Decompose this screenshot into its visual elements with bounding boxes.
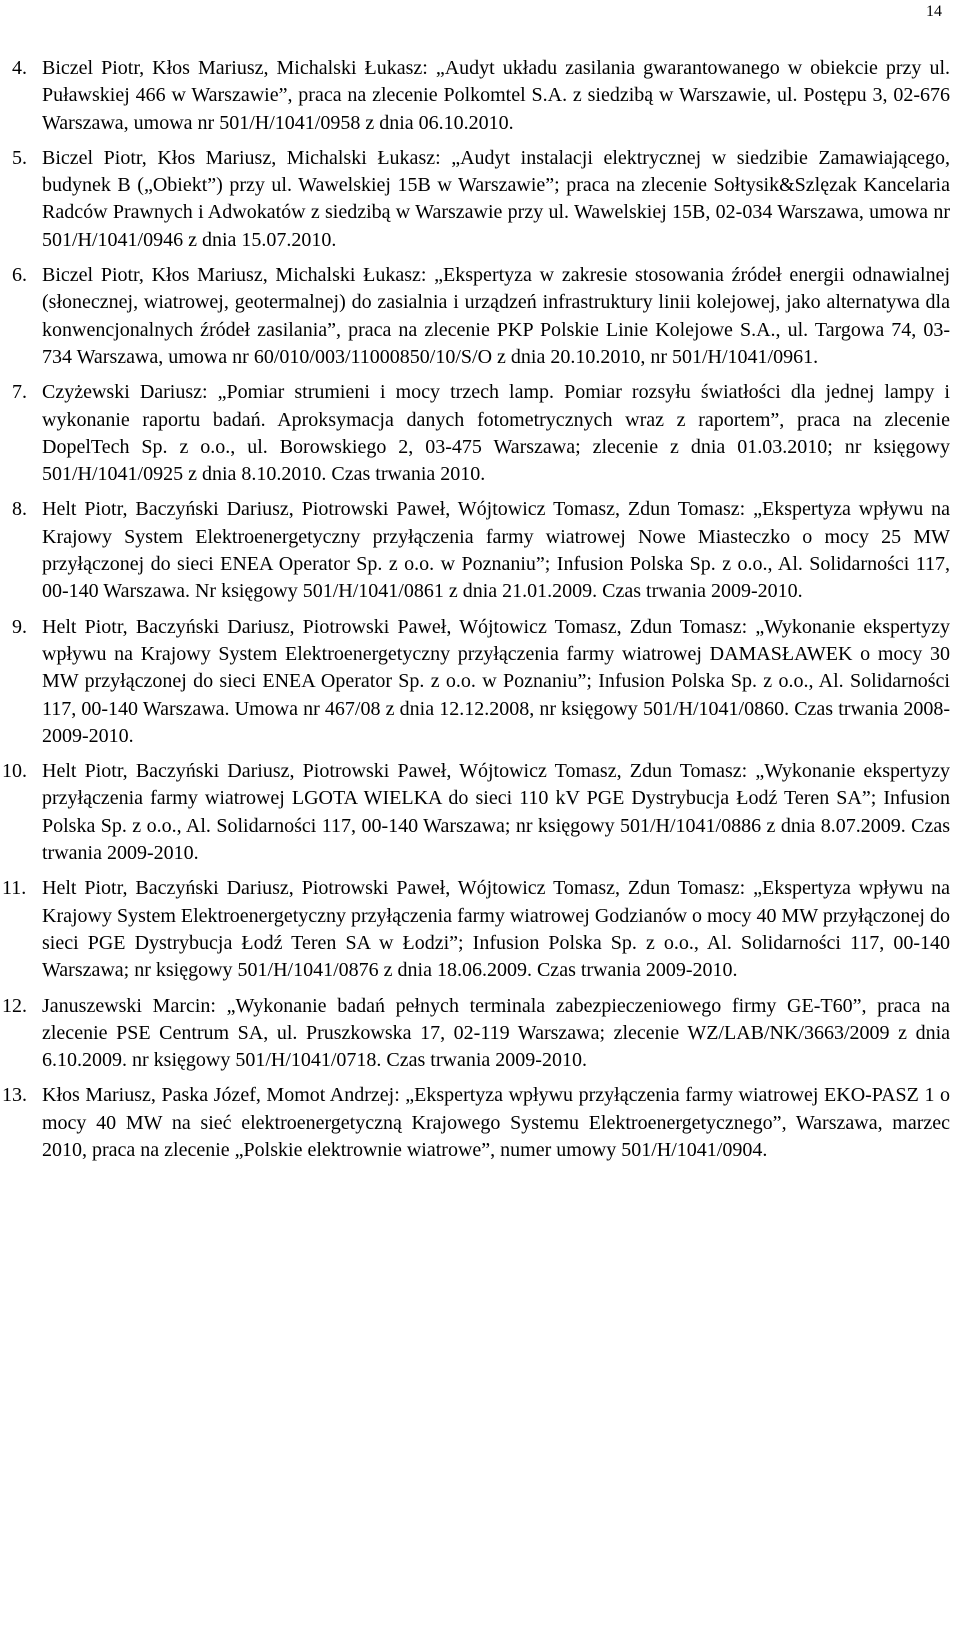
item-number: 13. [2,1084,27,1107]
item-number: 5. [12,146,27,169]
item-number: 10. [2,760,27,783]
list-item-4 [0,55,950,137]
item-number: 12. [2,994,27,1017]
item-number: 7. [12,381,27,404]
list-item-7 [0,379,950,488]
list-item-11 [0,875,950,984]
item-number: 11. [2,877,27,900]
item-text: Biczel Piotr, Kłos Mariusz, Michalski Łukasz: „Audyt układu zasilania gwarantowanego w obiekcie przy ul. Puławskiej 466 w Warszawie”, praca na zlecenie Polkomtel S.A. z siedzibą w Warszawie, ul. Postępu 3, 02-676 Warszawa, umowa nr 501/H/1041/0958 z dnia 06.10.2010. [42,57,950,134]
list-item-10 [0,758,950,867]
list-item-12 [0,993,950,1075]
item-text: Biczel Piotr, Kłos Mariusz, Michalski Łukasz: „Audyt instalacji elektrycznej w siedzibie Zamawiającego, budynek B („Obiekt”) przy ul. Wawelskiej 15B w Warszawie”; praca na zlecenie Sołtysik&Szlęzak Kancelaria Radców Prawnych i Adwokatów z siedzibą w Warszawie przy ul. Wawelskiej 15B, 02-034 Warszawa, umowa nr 501/H/1041/0946 z dnia 15.07.2010. [42,146,950,251]
item-number: 9. [12,615,27,638]
item-text: Biczel Piotr, Kłos Mariusz, Michalski Łukasz: „Ekspertyza w zakresie stosowania źródeł energii odnawialnej (słonecznej, wiatrowej, geotermalnej) do zasialnia i urządzeń infrastruktury linii kolejowej, jako alternatywa dla konwencjonalnych źródeł zasilania”, praca na zlecenie PKP Polskie Linie Kolejowe S.A., ul. Targowa 74, 03-734 Warszawa, umowa nr 60/010/003/11000850/10/S/O z dnia 20.10.2010, nr 501/H/1041/0961. [42,264,950,368]
item-text: Helt Piotr, Baczyński Dariusz, Piotrowski Paweł, Wójtowicz Tomasz, Zdun Tomasz: „Ekspertyza wpływu na Krajowy System Elektroenergetyczny przyłączenia farmy wiatrowej Nowe Miasteczko o mocy 25 MW przyłączonej do sieci ENEA Operator Sp. z o.o. w Poznaniu”; Infusion Polska Sp. z o.o., Al. Solidarności 117, 00-140 Warszawa. Nr księgowy 501/H/1041/0861 z dnia 21.01.2009. Czas trwania 2009-2010. [42,498,950,603]
item-text: Czyżewski Dariusz: „Pomiar strumieni i mocy trzech lamp. Pomiar rozsyłu światłości dla jednej lampy i wykonanie raportu badań. Aproksymacja danych fotometrycznych wraz z raportem”, praca na zlecenie DopelTech Sp. z o.o., ul. Borowskiego 2, 03-475 Warszawa; zlecenie z dnia 01.03.2010; nr księgowy 501/H/1041/0925 z dnia 8.10.2010. Czas trwania 2010. [42,381,950,486]
item-text: Kłos Mariusz, Paska Józef, Momot Andrzej: „Ekspertyza wpływu przyłączenia farmy wiatrowej EKO-PASZ 1 o mocy 40 MW na sieć elektroenergetyczną Krajowego Systemu Elektroenergetycznego”, Warszawa, marzec 2010, praca na zlecenie „Polskie elektrownie wiatrowe”, numer umowy 501/H/1041/0904. [42,1084,950,1161]
item-text: Helt Piotr, Baczyński Dariusz, Piotrowski Paweł, Wójtowicz Tomasz, Zdun Tomasz: „Wykonanie ekspertyzy przyłączenia farmy wiatrowej LGOTA WIELKA do sieci 110 kV PGE Dystrybucja Łodź Teren SA”; Infusion Polska Sp. z o.o., Al. Solidarności 117, 00-140 Warszawa; nr księgowy 501/H/1041/0886 z dnia 8.07.2009. Czas trwania 2009-2010. [42,760,950,865]
list-item-9 [0,614,950,750]
item-text: Helt Piotr, Baczyński Dariusz, Piotrowski Paweł, Wójtowicz Tomasz, Zdun Tomasz: „Wykonanie ekspertyzy wpływu na Krajowy System Elektroenergetyczny przyłączenia farmy wiatrowej DAMASŁAWEK o mocy 30 MW przyłączonej do sieci ENEA Operator Sp. z o.o. w Poznaniu”; Infusion Polska Sp. z o.o., Al. Solidarności 117, 00-140 Warszawa. Umowa nr 467/08 z dnia 12.12.2008, nr księgowy 501/H/1041/0860. Czas trwania 2008-2009-2010. [42,615,950,747]
item-number: 6. [12,264,27,287]
list-item-6 [0,262,950,371]
list-item-8 [0,496,950,605]
list-item-5 [0,145,950,254]
publication-list [0,55,960,1172]
list-item-13 [0,1082,950,1164]
item-text: Januszewski Marcin: „Wykonanie badań pełnych terminala zabezpieczeniowego firmy GE-T60”, praca na zlecenie PSE Centrum SA, ul. Pruszkowska 17, 02-119 Warszawa; zlecenie WZ/LAB/NK/3663/2009 z dnia 6.10.2009. nr księgowy 501/H/1041/0718. Czas trwania 2009-2010. [42,994,950,1072]
item-number: 4. [12,57,27,79]
item-text: Helt Piotr, Baczyński Dariusz, Piotrowski Paweł, Wójtowicz Tomasz, Zdun Tomasz: „Ekspertyza wpływu na Krajowy System Elektroenergetyczny przyłączenia farmy wiatrowej Godzianów o mocy 40 MW przyłączonej do sieci PGE Dystrybucja Łodź Teren SA w Łodzi”; Infusion Polska Sp. z o.o., Al. Solidarności 117, 00-140 Warszawa; nr księgowy 501/H/1041/0876 z dnia 18.06.2009. Czas trwania 2009-2010. [42,877,950,982]
page-number: 14 [926,3,942,20]
item-number: 8. [12,498,27,521]
